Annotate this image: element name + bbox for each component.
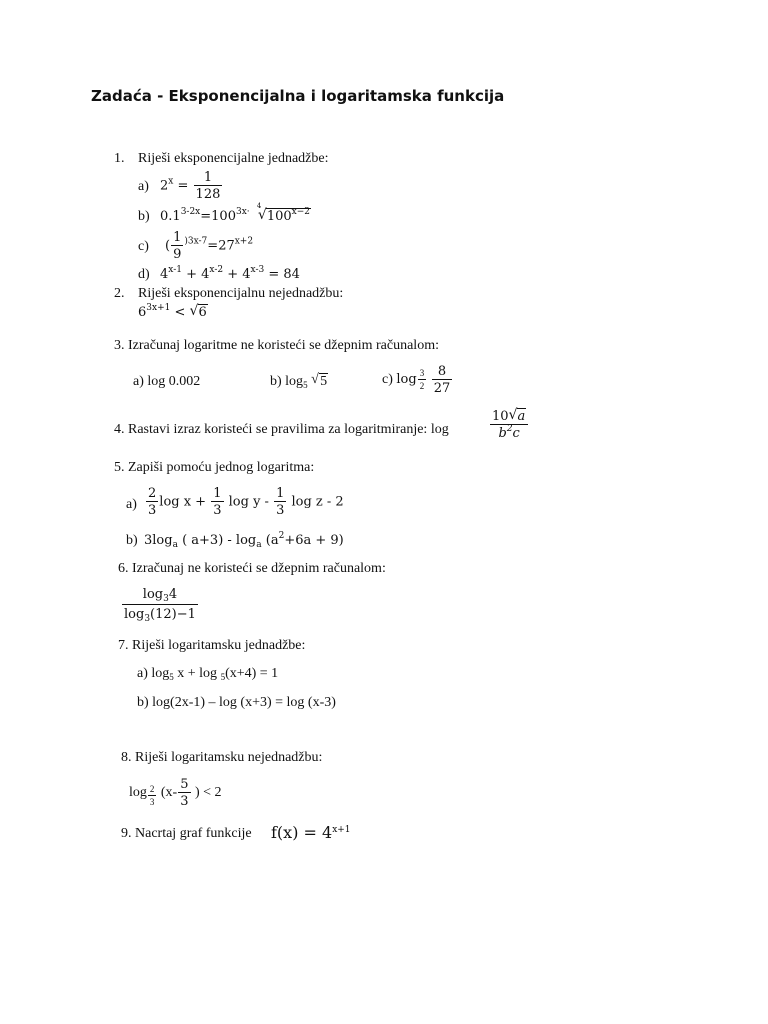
- task-1b-label: b): [138, 209, 150, 224]
- task-5b-expression: $3\log_a$ ( $a+3) - \log_a (a^2+6a + 9)$: [144, 531, 344, 550]
- task-3c-fraction: $\frac{8}{27}$: [433, 364, 451, 396]
- task-2-root: √ 6: [189, 303, 207, 320]
- task-4-fraction: 10 √ a $b^2c$: [490, 410, 528, 440]
- task-5a-fraction-1: $\frac{2}{3}$: [148, 486, 157, 518]
- task-2-inequality: $6^{3x+1}$ < √ 6: [138, 303, 207, 320]
- task-3a: a) log 0.002: [133, 374, 201, 389]
- task-3-text: 3. Izračunaj logaritme ne koristeći se džepnim računalom:: [114, 338, 439, 353]
- task-7-text: 7. Riješi logaritamsku jednadžbe:: [118, 638, 306, 653]
- task-3b-root: √ 5: [311, 372, 328, 389]
- task-1d-equation: $4^{x-1} + 4^{x-2} + 4^{x-3} = 84$: [160, 265, 300, 282]
- task-4-text: 4. Rastavi izraz koristeći se pravilima za logaritmiranje: log: [114, 422, 449, 437]
- task-4-root: √ a: [508, 407, 526, 424]
- task-8-text: 8. Riješi logaritamsku nejednadžbu:: [121, 750, 323, 765]
- task-5a-label: a): [126, 497, 137, 512]
- task-6-text: 6. Izračunaj ne koristeći se džepnim računalom:: [118, 561, 386, 576]
- task-3c: c) log $\frac{3}{2}$ $\frac{8}{27}$: [382, 364, 451, 396]
- page-title: Zadaća - Eksponencijalna i logaritamska funkcija: [91, 87, 505, 105]
- task-8-base-fraction: $\frac{2}{3}$: [149, 784, 155, 808]
- task-8-fraction: $\frac{5}{3}$: [180, 777, 189, 809]
- task-1b-equation: $0.1^{3-2x}=100^{3x\cdot}$ 4 √ $100^{x-2}$: [160, 202, 310, 224]
- task-1-number: 1.: [114, 151, 125, 166]
- task-3b: b) $\log_5$ √ 5: [270, 372, 328, 390]
- task-1a-equation: 2$^x$ = $\frac{1}{128}$: [160, 170, 221, 202]
- task-6-expression: [121, 587, 199, 624]
- task-5b-label: b): [126, 533, 138, 548]
- task-1a-label: a): [138, 179, 149, 194]
- task-7a: a) $\log_5 x + \log _5(x+4) = 1$: [137, 666, 279, 682]
- task-5a-expression: $\frac{2}{3}$ log x + $\frac{1}{3}$ log y - $\frac{1}{3}$ log z - 2: [148, 486, 344, 518]
- task-9-text: 9. Nacrtaj graf funkcije: [121, 826, 252, 841]
- task-5a-fraction-3: $\frac{1}{3}$: [276, 486, 285, 518]
- task-5-text: 5. Zapiši pomoću jednog logaritma:: [114, 460, 315, 475]
- task-1c-equation: ( $\frac{1}{9}$ $^{)3x-7}=27^{x+2}$: [165, 230, 254, 262]
- task-7b: b) log(2x-1) – log (x+3) = log (x-3): [137, 695, 336, 710]
- task-1d-label: d): [138, 267, 150, 282]
- task-6-fraction: $\frac{\log_34}{\log_3(12)-1}$: [124, 587, 196, 624]
- task-2-number: 2.: [114, 286, 125, 301]
- task-1-text: Riješi eksponencijalne jednadžbe:: [138, 151, 329, 166]
- task-2-text: Riješi eksponencijalnu nejednadžbu:: [138, 286, 344, 301]
- task-8-inequality: log $\frac{2}{3}$ (x- $\frac{5}{3}$ ) < 2: [129, 777, 222, 809]
- task-5a-fraction-2: $\frac{1}{3}$: [213, 486, 222, 518]
- task-1c-label: c): [138, 239, 149, 254]
- task-4-expression: [489, 407, 529, 441]
- task-1c-fraction: $\frac{1}{9}$: [173, 230, 182, 262]
- task-9-function: $f(x) = 4^{x+1}$: [271, 823, 351, 842]
- task-3c-base-fraction: $\frac{3}{2}$: [419, 368, 425, 392]
- task-1a-fraction: $\frac{1}{128}$: [195, 170, 221, 202]
- task-1b-root: 4 √ $100^{x-2}$: [256, 202, 310, 224]
